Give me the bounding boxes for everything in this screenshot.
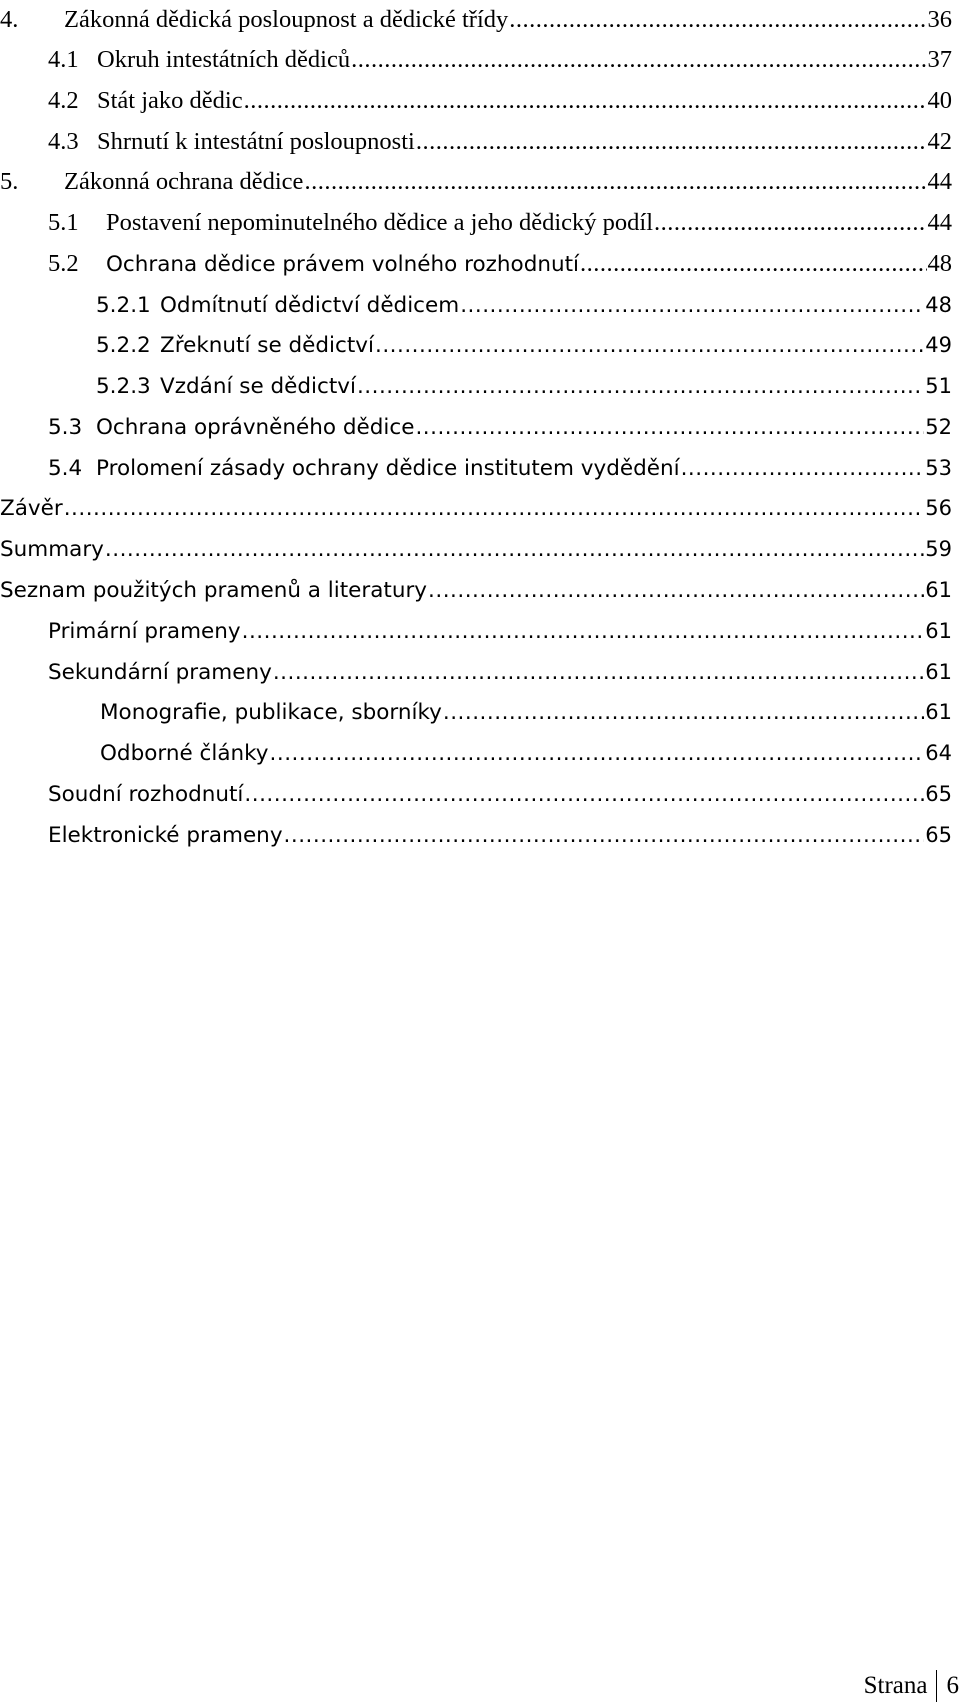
toc-entry-zaver[interactable]	[0, 488, 952, 528]
toc-entry-title: Sekundární prameny	[48, 660, 272, 685]
toc-entry-5-1[interactable]	[0, 203, 952, 243]
toc-entry-sekundarni[interactable]	[0, 652, 952, 692]
toc-dot-leader	[242, 612, 925, 652]
toc-entry-page: 65	[925, 823, 952, 847]
toc-entry-page: 51	[925, 374, 952, 398]
toc-entry-title: Odmítnutí dědictví dědicem	[160, 293, 460, 318]
toc-entry-page: 61	[925, 660, 952, 684]
toc-entry-page: 53	[925, 456, 952, 480]
toc-dot-leader	[357, 367, 924, 407]
page-footer	[0, 1666, 960, 1706]
toc-entry-soudni[interactable]	[0, 774, 952, 814]
toc-entry-number: 5.3	[48, 415, 83, 440]
toc-entry-page: 36	[927, 6, 952, 33]
toc-entry-title: Monografie, publikace, sborníky	[100, 700, 442, 725]
toc-entry-page: 59	[925, 537, 952, 561]
toc-entry-5-2-3[interactable]	[0, 366, 952, 406]
toc-entry-seznam[interactable]	[0, 570, 952, 610]
toc-entry-page: 42	[927, 128, 952, 155]
toc-dot-leader	[375, 326, 924, 366]
toc-entry-page: 61	[925, 619, 952, 643]
toc-dot-leader	[654, 203, 926, 243]
toc-dot-leader	[460, 286, 924, 326]
toc-entry-page: 48	[925, 293, 952, 317]
toc-entry-title: Shrnutí k intestátní posloupnosti	[97, 128, 415, 155]
toc-entry-title: Soudní rozhodnutí	[48, 782, 244, 807]
toc-entry-title: Prolomení zásady ochrany dědice institutem vydědění	[96, 456, 680, 481]
toc-dot-leader	[64, 489, 925, 529]
toc-entry-title: Postavení nepominutelného dědice a jeho dědický podíl	[106, 209, 654, 236]
toc-entry-summary[interactable]	[0, 529, 952, 569]
toc-entry-number: 5.4	[48, 456, 83, 481]
toc-entry-5-3[interactable]	[0, 407, 952, 447]
toc-entry-elektronicke[interactable]	[0, 815, 952, 855]
toc-entry-page: 44	[927, 209, 952, 236]
toc-dot-leader	[415, 408, 924, 448]
toc-entry-title: Seznam použitých pramenů a literatury	[0, 578, 428, 603]
toc-entry-number: 5.2.2	[96, 333, 151, 358]
toc-entry-page: 61	[925, 700, 952, 724]
toc-entry-title: Zákonná dědická posloupnost a dědické třídy	[64, 6, 509, 33]
toc-entry-page: 48	[927, 250, 952, 277]
toc-entry-primarni[interactable]	[0, 611, 952, 651]
toc-entry-page: 40	[927, 87, 952, 114]
toc-entry-4-1[interactable]	[0, 40, 952, 80]
toc-dot-leader	[284, 816, 925, 856]
toc-entry-page: 52	[925, 415, 952, 439]
toc-entry-number: 5.2	[48, 250, 79, 277]
toc-entry-title: Elektronické prameny	[48, 823, 283, 848]
toc-entry-page: 49	[925, 333, 952, 357]
toc-entry-number: 4.2	[48, 87, 79, 114]
toc-dot-leader	[509, 0, 926, 40]
toc-entry-5-2-2[interactable]	[0, 325, 952, 365]
toc-entry-page: 65	[925, 782, 952, 806]
toc-entry-title: Ochrana oprávněného dědice	[96, 415, 415, 440]
footer-label: Strana	[863, 1672, 928, 1699]
toc-entry-5-2-1[interactable]	[0, 285, 952, 325]
toc-dot-leader	[244, 81, 927, 121]
toc-dot-leader	[244, 775, 924, 815]
toc-dot-leader	[105, 530, 924, 570]
toc-dot-leader	[270, 734, 925, 774]
toc-entry-number: 4.	[0, 6, 19, 33]
toc-entry-number: 4.3	[48, 128, 79, 155]
toc-dot-leader	[416, 122, 927, 162]
toc-entry-title: Stát jako dědic	[97, 87, 243, 114]
toc-dot-leader	[443, 693, 924, 733]
footer-page-number: 6	[946, 1672, 959, 1699]
toc-dot-leader	[681, 449, 925, 489]
toc-entry-number: 4.1	[48, 46, 79, 73]
toc-entry-5-4[interactable]	[0, 448, 952, 488]
toc-entry-page: 37	[927, 46, 952, 73]
toc-dot-leader	[351, 40, 926, 80]
toc-entry-4-3[interactable]	[0, 122, 952, 162]
toc-entry-title: Zákonná ochrana dědice	[64, 168, 304, 195]
toc-entry-5-2[interactable]	[0, 244, 952, 284]
toc-entry-title: Summary	[0, 537, 104, 562]
toc-entry-number: 5.	[0, 168, 19, 195]
toc-entry-number: 5.2.3	[96, 374, 151, 399]
toc-entry-page: 44	[927, 168, 952, 195]
toc-entry-title: Závěr	[0, 496, 63, 521]
toc-dot-leader	[428, 571, 924, 611]
toc-entry-4[interactable]	[0, 0, 952, 40]
toc-entry-page: 56	[925, 496, 952, 520]
toc-entry-title: Primární prameny	[48, 619, 241, 644]
toc-entry-title: Odborné články	[100, 741, 269, 766]
toc-dot-leader	[273, 653, 924, 693]
toc-entry-number: 5.1	[48, 209, 79, 236]
footer-separator	[936, 1670, 937, 1702]
toc-entry-5[interactable]	[0, 162, 952, 202]
toc-entry-title: Zřeknutí se dědictví	[160, 333, 374, 358]
toc-dot-leader	[304, 162, 926, 202]
toc-entry-number: 5.2.1	[96, 293, 151, 318]
toc-entry-page: 64	[925, 741, 952, 765]
toc-entry-clanky[interactable]	[0, 733, 952, 773]
toc-entry-page: 61	[925, 578, 952, 602]
toc-entry-monografie[interactable]	[0, 692, 952, 732]
toc-entry-title: Vzdání se dědictví	[160, 374, 356, 399]
toc-entry-4-2[interactable]	[0, 81, 952, 121]
toc-entry-title: Okruh intestátních dědiců	[97, 46, 351, 73]
toc-entry-title: Ochrana dědice právem volného rozhodnutí	[106, 252, 579, 277]
toc-dot-leader	[580, 244, 927, 284]
